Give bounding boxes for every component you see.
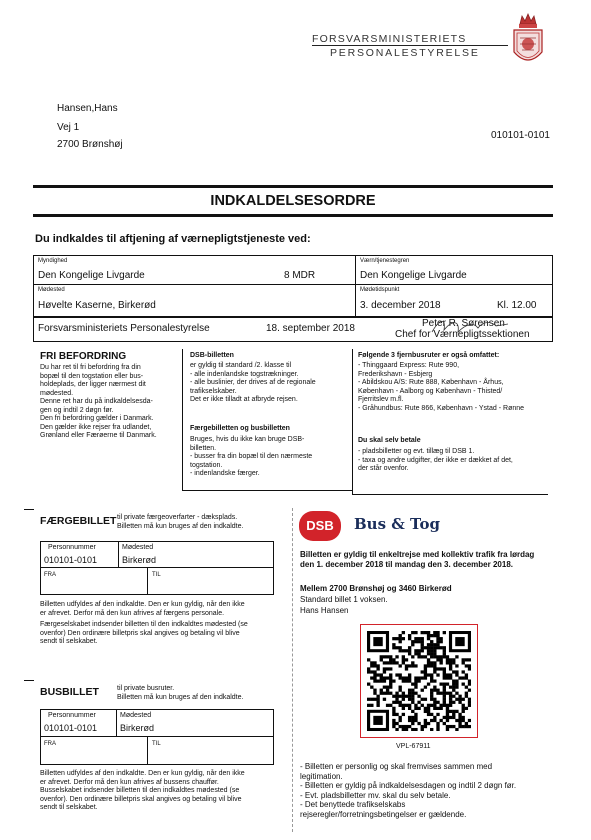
duration-value: 8 MDR (284, 270, 316, 281)
qr-code-label: VPL-67911 (396, 743, 431, 750)
org-name-line1: FORSVARSMINISTERIETS (312, 33, 467, 45)
bus-fra-label[interactable]: FRA (44, 741, 56, 747)
tidspunkt-label: Mødetidspunkt (360, 287, 400, 293)
dsb-billet-text: er gyldig til standard /2. klasse til - alle indenlandske togstrækninger. - alle buslinier, der drives af de regionale trafikselskaber. Det er ikke tilladt at afbryde rejsen. (190, 362, 316, 403)
bus-title: BUSBILLET (40, 686, 99, 698)
tear-line-right (352, 494, 548, 495)
faerge-text: Bruges, hvis du ikke kan bruge DSB- billetten. - busser fra din bopæl til den nærmeste togstation. - indenlandske færger. (190, 436, 313, 477)
crown-crest-icon (508, 12, 548, 72)
title-rule-top (33, 185, 553, 188)
ferry-title: FÆRGEBILLET (40, 515, 117, 527)
title-rule-bottom (33, 214, 553, 217)
modested-label: Mødested (38, 287, 65, 293)
recipient-street: Vej 1 (57, 122, 80, 133)
dsb-route: Mellem 2700 Brønshøj og 3460 Birkerød (300, 584, 452, 593)
faerge-title: Færgebilletten og busbilletten (190, 425, 290, 432)
dsb-brand: Bus & Tog (354, 515, 440, 533)
ferry-personnummer-label: Personnummer (48, 544, 96, 551)
betale-title: Du skal selv betale (358, 437, 421, 444)
myndighed-value: Den Kongelige Livgarde (38, 270, 145, 281)
perforation-line (292, 508, 293, 832)
issuer: Forsvarsministeriets Personalestyrelse (38, 323, 210, 334)
ruter-text: - Thinggaard Express: Rute 990, Frederikshavn - Esbjerg - Abildskou A/S: Rute 888, København - Århus, København - Aalborg og København - Thisted/ Fjerritslev m.fl. - Gråhundbus: Rute 866, København - Ystad - Rønne (358, 362, 525, 412)
vaern-label: Værn/tjenestegren (360, 258, 410, 264)
ferry-text-2: Færgeselskabet indsender billetten til den indkaldtes mødested (se ovenfor) Den ordinære billetpris skal angives og betaling vil blive sendt til selskabet. (40, 621, 248, 645)
fri-befordring-title: FRI BEFORDRING (40, 351, 127, 362)
qr-code (360, 624, 478, 738)
tear-line-left (182, 490, 352, 491)
bus-personnummer[interactable]: 010101-0101 (44, 723, 98, 733)
dsb-logo: DSB (299, 511, 341, 541)
dsb-ticket-type: Standard billet 1 voksen. (300, 595, 388, 604)
issue-date: 18. september 2018 (266, 323, 355, 334)
modested-value: Høvelte Kaserne, Birkerød (38, 300, 156, 311)
signature (430, 314, 510, 338)
subtitle: Du indkaldes til aftjening af værnepligtstjeneste ved: (35, 233, 311, 245)
signer-name: Peter R. Sørensen (422, 318, 505, 329)
ruter-title: Følgende 3 fjernbusruter er også omfattet: (358, 352, 500, 359)
recipient-name: Hansen,Hans (57, 103, 118, 114)
signer-title: Chef for Værnepligtssektionen (395, 329, 530, 340)
bus-text: Billetten udfyldes af den indkaldte. Den er kun gyldig, når den ikke er afrevet. Derfor må den kun afrives af bussens chauffør. Busselskabet indsender billetten til den indkaldtes mødested (se ovenfor). Den ordinære billetpris skal angives og betaling vil blive sendt til selskabet. (40, 770, 245, 811)
bus-modested[interactable]: Birkerød (120, 723, 155, 733)
ferry-fra-label[interactable]: FRA (44, 572, 56, 578)
ferry-til-label[interactable]: TIL (152, 572, 161, 578)
recipient-city: 2700 Brønshøj (57, 139, 123, 150)
ferry-modested-label: Mødested (122, 544, 154, 551)
date-value: 3. december 2018 (360, 300, 441, 311)
betale-text: - pladsbilletter og evt. tillæg til DSB 1. - taxa og andre udgifter, der ikke er dækket af det, der står ovenfor. (358, 448, 513, 472)
myndighed-label: Myndighed (38, 258, 68, 264)
ferry-modested[interactable]: Birkerød (122, 555, 157, 565)
bus-til-label[interactable]: TIL (152, 741, 161, 747)
recipient-cpr: 010101-0101 (491, 130, 550, 141)
vaern-value: Den Kongelige Livgarde (360, 270, 467, 281)
page-title: INDKALDELSESORDRE (210, 193, 376, 209)
org-name-line2: PERSONALESTYRELSE (330, 47, 480, 59)
bus-note: til private busruter. Billetten må kun bruges af den indkaldte. (117, 685, 244, 701)
dsb-billet-title: DSB-billetten (190, 352, 234, 359)
ferry-note: til private færgeoverfarter - dæksplads. Billetten må kun bruges af den indkaldte. (117, 514, 244, 530)
fri-befordring-text: Du har ret til fri befordring fra din bopæl til den togstation eller bus- holdeplads, der ligger nærmest dit mødested. Denne ret har du på indkaldelsesda- gen og indtil 2 døgn før. Den fri befordring gælder i Danmark. Den gælder ikke rejser fra udlandet, Grønland eller Færøerne til Danmark. (40, 364, 157, 439)
time-value: Kl. 12.00 (497, 300, 537, 311)
dsb-validity: Billetten er gyldig til enkeltrejse med kollektiv trafik fra lørdag den 1. december 2018 til mandag den 3. december 2018. (300, 550, 535, 569)
ferry-personnummer[interactable]: 010101-0101 (44, 555, 98, 565)
ferry-text-1: Billetten udfyldes af den indkaldte. Den er kun gyldig, når den ikke er afrevet. Derfor må den kun afrives af færgens personale. (40, 601, 245, 617)
bus-personnummer-label: Personnummer (48, 712, 96, 719)
bus-modested-label: Mødested (120, 712, 152, 719)
dsb-rules: - Billetten er personlig og skal fremvises sammen med legitimation. - Billetten er gyldig på indkaldelsesdagen og indtil 2 døgn før. - Evt. pladsbilletter mv. skal du selv betale. - Det benyttede trafikselskabs rejseregler/forretningsbetingelser er gældende. (300, 762, 517, 819)
org-logo-text (312, 33, 508, 46)
dsb-holder: Hans Hansen (300, 606, 349, 615)
